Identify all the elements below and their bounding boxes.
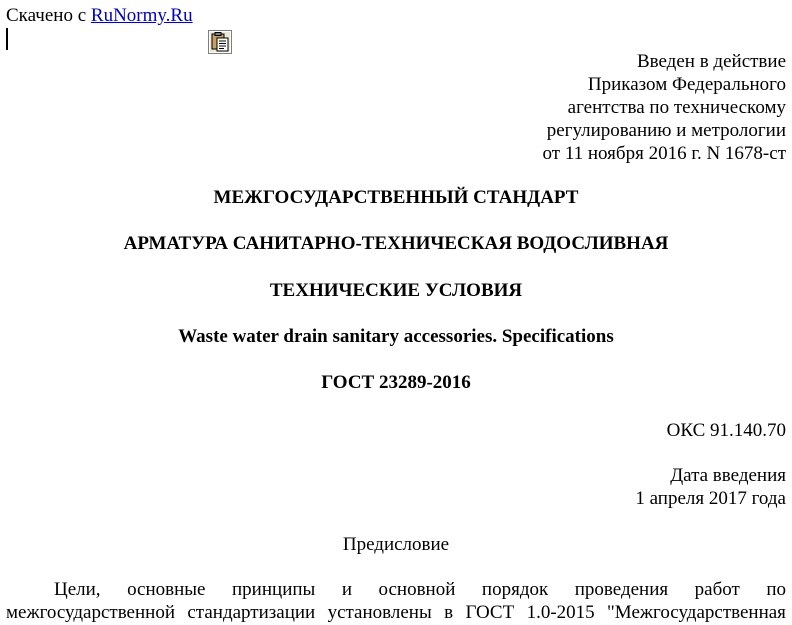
word: стандартизации — [187, 602, 316, 623]
source-prefix: Скачено с — [6, 5, 87, 26]
approval-block — [543, 50, 786, 165]
word: Цели, — [54, 579, 101, 600]
approval-line: Введен в действие — [636, 51, 786, 72]
approval-line: агентства по техническому — [567, 97, 786, 118]
source-link[interactable]: RuNormy.Ru — [90, 5, 193, 26]
oks-code: ОКС 91.140.70 — [666, 420, 786, 441]
text-cursor — [6, 28, 8, 50]
word: и — [341, 579, 352, 600]
introduction-date-label: Дата введения — [670, 465, 786, 486]
approval-line: от 11 ноября 2016 г. N 1678-ст — [542, 143, 786, 164]
paragraph-line — [6, 578, 786, 601]
word: по — [766, 579, 786, 600]
word: проведения — [574, 579, 669, 600]
document-subtitle: ТЕХНИЧЕСКИЕ УСЛОВИЯ — [269, 280, 523, 301]
standard-type-heading: МЕЖГОСУДАРСТВЕННЫЙ СТАНДАРТ — [213, 187, 579, 208]
word: порядок — [481, 579, 549, 600]
word: принципы — [232, 579, 316, 600]
preface-paragraph — [6, 578, 786, 624]
introduction-date: 1 апреля 2017 года — [635, 488, 786, 509]
word: работ — [694, 579, 740, 600]
word: основные — [127, 579, 206, 600]
word: ГОСТ — [465, 602, 515, 623]
approval-line: регулированию и метрологии — [546, 120, 786, 141]
word: в — [444, 602, 454, 623]
word: 1.0-2015 — [526, 602, 595, 623]
clipboard-icon[interactable] — [208, 30, 232, 54]
paragraph-line — [6, 601, 786, 624]
word: "Межгосударственная — [607, 602, 786, 623]
preface-title: Предисловие — [342, 534, 450, 555]
word: установлены — [327, 602, 432, 623]
source-line — [6, 4, 193, 28]
gost-number: ГОСТ 23289-2016 — [321, 372, 471, 393]
document-title: АРМАТУРА САНИТАРНО-ТЕХНИЧЕСКАЯ ВОДОСЛИВНАЯ — [123, 233, 669, 254]
word: межгосударственной — [6, 602, 175, 623]
approval-line: Приказом Федерального — [587, 74, 786, 95]
english-title: Waste water drain sanitary accessories. Specifications — [178, 326, 614, 347]
word: основной — [378, 579, 456, 600]
